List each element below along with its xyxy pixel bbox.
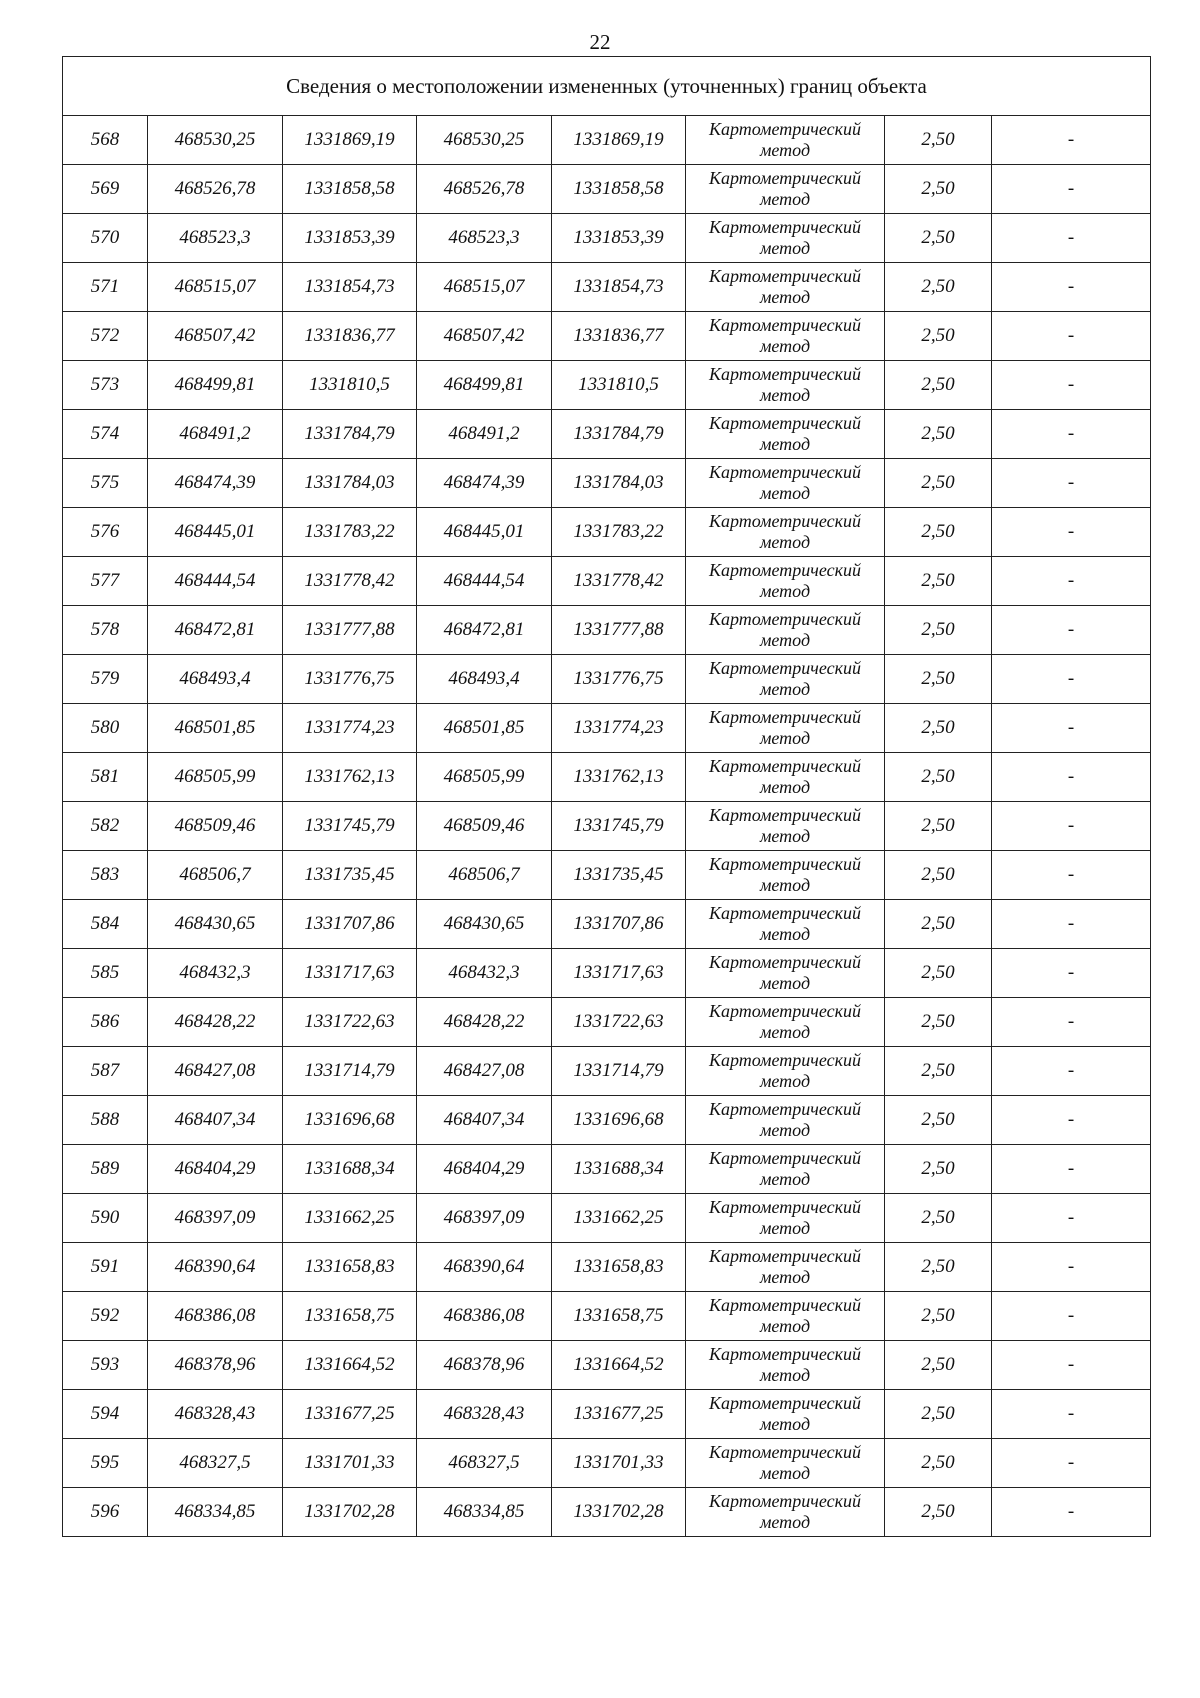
x-existing-cell: 468430,65 — [148, 900, 283, 949]
y-existing-cell: 1331717,63 — [283, 949, 417, 998]
description-cell: - — [992, 998, 1151, 1047]
x-existing-cell: 468526,78 — [148, 165, 283, 214]
y-refined-cell: 1331701,33 — [552, 1439, 686, 1488]
determination-method-cell: Картометрический метод — [686, 165, 885, 214]
y-refined-cell: 1331664,52 — [552, 1341, 686, 1390]
y-existing-cell: 1331784,79 — [283, 410, 417, 459]
table-row — [63, 312, 1151, 361]
accuracy-cell: 2,50 — [885, 1488, 992, 1537]
table-row — [63, 802, 1151, 851]
y-refined-cell: 1331777,88 — [552, 606, 686, 655]
x-refined-cell: 468506,7 — [417, 851, 552, 900]
description-cell: - — [992, 753, 1151, 802]
point-number-cell: 595 — [63, 1439, 148, 1488]
description-cell: - — [992, 1096, 1151, 1145]
table-row — [63, 1145, 1151, 1194]
accuracy-cell: 2,50 — [885, 312, 992, 361]
table-row — [63, 1341, 1151, 1390]
y-existing-cell: 1331722,63 — [283, 998, 417, 1047]
x-existing-cell: 468427,08 — [148, 1047, 283, 1096]
point-number-cell: 596 — [63, 1488, 148, 1537]
y-refined-cell: 1331658,75 — [552, 1292, 686, 1341]
table-row — [63, 214, 1151, 263]
accuracy-cell: 2,50 — [885, 459, 992, 508]
point-number-cell: 585 — [63, 949, 148, 998]
accuracy-cell: 2,50 — [885, 557, 992, 606]
x-existing-cell: 468334,85 — [148, 1488, 283, 1537]
x-existing-cell: 468501,85 — [148, 704, 283, 753]
accuracy-cell: 2,50 — [885, 1439, 992, 1488]
y-existing-cell: 1331776,75 — [283, 655, 417, 704]
description-cell: - — [992, 1243, 1151, 1292]
description-cell: - — [992, 851, 1151, 900]
determination-method-cell: Картометрический метод — [686, 459, 885, 508]
y-existing-cell: 1331836,77 — [283, 312, 417, 361]
x-existing-cell: 468509,46 — [148, 802, 283, 851]
table-row — [63, 1243, 1151, 1292]
determination-method-cell: Картометрический метод — [686, 851, 885, 900]
point-number-cell: 582 — [63, 802, 148, 851]
x-refined-cell: 468390,64 — [417, 1243, 552, 1292]
table-row — [63, 998, 1151, 1047]
y-refined-cell: 1331662,25 — [552, 1194, 686, 1243]
y-refined-cell: 1331778,42 — [552, 557, 686, 606]
y-refined-cell: 1331762,13 — [552, 753, 686, 802]
x-refined-cell: 468397,09 — [417, 1194, 552, 1243]
description-cell: - — [992, 214, 1151, 263]
table-row — [63, 1047, 1151, 1096]
x-existing-cell: 468327,5 — [148, 1439, 283, 1488]
accuracy-cell: 2,50 — [885, 753, 992, 802]
point-number-cell: 575 — [63, 459, 148, 508]
description-cell: - — [992, 606, 1151, 655]
description-cell: - — [992, 900, 1151, 949]
point-number-cell: 587 — [63, 1047, 148, 1096]
y-existing-cell: 1331810,5 — [283, 361, 417, 410]
y-refined-cell: 1331810,5 — [552, 361, 686, 410]
table-row — [63, 1194, 1151, 1243]
y-refined-cell: 1331784,03 — [552, 459, 686, 508]
accuracy-cell: 2,50 — [885, 1194, 992, 1243]
determination-method-cell: Картометрический метод — [686, 1096, 885, 1145]
point-number-cell: 572 — [63, 312, 148, 361]
x-existing-cell: 468505,99 — [148, 753, 283, 802]
y-refined-cell: 1331658,83 — [552, 1243, 686, 1292]
accuracy-cell: 2,50 — [885, 606, 992, 655]
table-row — [63, 753, 1151, 802]
x-refined-cell: 468491,2 — [417, 410, 552, 459]
x-existing-cell: 468445,01 — [148, 508, 283, 557]
determination-method-cell: Картометрический метод — [686, 263, 885, 312]
table-row — [63, 704, 1151, 753]
accuracy-cell: 2,50 — [885, 165, 992, 214]
x-existing-cell: 468515,07 — [148, 263, 283, 312]
table-row — [63, 116, 1151, 165]
accuracy-cell: 2,50 — [885, 900, 992, 949]
determination-method-cell: Картометрический метод — [686, 704, 885, 753]
y-existing-cell: 1331735,45 — [283, 851, 417, 900]
determination-method-cell: Картометрический метод — [686, 1488, 885, 1537]
point-number-cell: 578 — [63, 606, 148, 655]
y-existing-cell: 1331858,58 — [283, 165, 417, 214]
description-cell: - — [992, 949, 1151, 998]
point-number-cell: 577 — [63, 557, 148, 606]
point-number-cell: 586 — [63, 998, 148, 1047]
point-number-cell: 589 — [63, 1145, 148, 1194]
x-refined-cell: 468530,25 — [417, 116, 552, 165]
y-refined-cell: 1331722,63 — [552, 998, 686, 1047]
table-row — [63, 410, 1151, 459]
x-refined-cell: 468493,4 — [417, 655, 552, 704]
x-refined-cell: 468444,54 — [417, 557, 552, 606]
accuracy-cell: 2,50 — [885, 1047, 992, 1096]
table-row — [63, 508, 1151, 557]
table-row — [63, 459, 1151, 508]
x-refined-cell: 468445,01 — [417, 508, 552, 557]
y-existing-cell: 1331774,23 — [283, 704, 417, 753]
table-row — [63, 1292, 1151, 1341]
x-existing-cell: 468428,22 — [148, 998, 283, 1047]
description-cell: - — [992, 557, 1151, 606]
determination-method-cell: Картометрический метод — [686, 116, 885, 165]
table-caption-row — [63, 57, 1151, 116]
x-refined-cell: 468499,81 — [417, 361, 552, 410]
accuracy-cell: 2,50 — [885, 1243, 992, 1292]
table-row — [63, 165, 1151, 214]
y-refined-cell: 1331774,23 — [552, 704, 686, 753]
x-existing-cell: 468523,3 — [148, 214, 283, 263]
y-existing-cell: 1331784,03 — [283, 459, 417, 508]
table-row — [63, 606, 1151, 655]
accuracy-cell: 2,50 — [885, 704, 992, 753]
x-refined-cell: 468523,3 — [417, 214, 552, 263]
accuracy-cell: 2,50 — [885, 1145, 992, 1194]
y-refined-cell: 1331853,39 — [552, 214, 686, 263]
x-existing-cell: 468507,42 — [148, 312, 283, 361]
accuracy-cell: 2,50 — [885, 214, 992, 263]
table-body — [63, 116, 1151, 1537]
description-cell: - — [992, 1390, 1151, 1439]
y-refined-cell: 1331677,25 — [552, 1390, 686, 1439]
description-cell: - — [992, 263, 1151, 312]
point-number-cell: 583 — [63, 851, 148, 900]
x-refined-cell: 468327,5 — [417, 1439, 552, 1488]
determination-method-cell: Картометрический метод — [686, 900, 885, 949]
determination-method-cell: Картометрический метод — [686, 1439, 885, 1488]
x-refined-cell: 468386,08 — [417, 1292, 552, 1341]
x-existing-cell: 468474,39 — [148, 459, 283, 508]
point-number-cell: 568 — [63, 116, 148, 165]
y-existing-cell: 1331707,86 — [283, 900, 417, 949]
x-existing-cell: 468472,81 — [148, 606, 283, 655]
y-refined-cell: 1331688,34 — [552, 1145, 686, 1194]
description-cell: - — [992, 410, 1151, 459]
boundary-coordinates-table — [62, 56, 1151, 1537]
determination-method-cell: Картометрический метод — [686, 214, 885, 263]
x-refined-cell: 468407,34 — [417, 1096, 552, 1145]
accuracy-cell: 2,50 — [885, 1096, 992, 1145]
determination-method-cell: Картометрический метод — [686, 655, 885, 704]
x-existing-cell: 468407,34 — [148, 1096, 283, 1145]
x-existing-cell: 468491,2 — [148, 410, 283, 459]
accuracy-cell: 2,50 — [885, 508, 992, 557]
page-number: 22 — [589, 30, 611, 54]
point-number-cell: 570 — [63, 214, 148, 263]
accuracy-cell: 2,50 — [885, 851, 992, 900]
description-cell: - — [992, 1488, 1151, 1537]
determination-method-cell: Картометрический метод — [686, 1047, 885, 1096]
description-cell: - — [992, 1341, 1151, 1390]
y-refined-cell: 1331745,79 — [552, 802, 686, 851]
y-existing-cell: 1331777,88 — [283, 606, 417, 655]
x-refined-cell: 468509,46 — [417, 802, 552, 851]
determination-method-cell: Картометрический метод — [686, 1194, 885, 1243]
y-existing-cell: 1331853,39 — [283, 214, 417, 263]
determination-method-cell: Картометрический метод — [686, 508, 885, 557]
table-row — [63, 1488, 1151, 1537]
y-existing-cell: 1331677,25 — [283, 1390, 417, 1439]
y-existing-cell: 1331658,83 — [283, 1243, 417, 1292]
x-refined-cell: 468427,08 — [417, 1047, 552, 1096]
x-existing-cell: 468506,7 — [148, 851, 283, 900]
determination-method-cell: Картометрический метод — [686, 802, 885, 851]
table-row — [63, 1439, 1151, 1488]
x-refined-cell: 468428,22 — [417, 998, 552, 1047]
accuracy-cell: 2,50 — [885, 410, 992, 459]
x-existing-cell: 468378,96 — [148, 1341, 283, 1390]
y-existing-cell: 1331762,13 — [283, 753, 417, 802]
determination-method-cell: Картометрический метод — [686, 361, 885, 410]
y-existing-cell: 1331696,68 — [283, 1096, 417, 1145]
accuracy-cell: 2,50 — [885, 949, 992, 998]
y-refined-cell: 1331836,77 — [552, 312, 686, 361]
y-existing-cell: 1331714,79 — [283, 1047, 417, 1096]
table-row — [63, 1390, 1151, 1439]
accuracy-cell: 2,50 — [885, 1341, 992, 1390]
y-refined-cell: 1331854,73 — [552, 263, 686, 312]
table-row — [63, 900, 1151, 949]
point-number-cell: 588 — [63, 1096, 148, 1145]
x-refined-cell: 468501,85 — [417, 704, 552, 753]
y-refined-cell: 1331696,68 — [552, 1096, 686, 1145]
y-refined-cell: 1331858,58 — [552, 165, 686, 214]
x-existing-cell: 468499,81 — [148, 361, 283, 410]
determination-method-cell: Картометрический метод — [686, 410, 885, 459]
y-existing-cell: 1331658,75 — [283, 1292, 417, 1341]
accuracy-cell: 2,50 — [885, 1390, 992, 1439]
x-refined-cell: 468515,07 — [417, 263, 552, 312]
determination-method-cell: Картометрический метод — [686, 949, 885, 998]
x-refined-cell: 468507,42 — [417, 312, 552, 361]
determination-method-cell: Картометрический метод — [686, 753, 885, 802]
x-refined-cell: 468328,43 — [417, 1390, 552, 1439]
x-refined-cell: 468378,96 — [417, 1341, 552, 1390]
point-number-cell: 573 — [63, 361, 148, 410]
x-existing-cell: 468390,64 — [148, 1243, 283, 1292]
y-existing-cell: 1331869,19 — [283, 116, 417, 165]
x-existing-cell: 468444,54 — [148, 557, 283, 606]
description-cell: - — [992, 165, 1151, 214]
description-cell: - — [992, 508, 1151, 557]
description-cell: - — [992, 1145, 1151, 1194]
x-existing-cell: 468530,25 — [148, 116, 283, 165]
description-cell: - — [992, 1439, 1151, 1488]
description-cell: - — [992, 459, 1151, 508]
determination-method-cell: Картометрический метод — [686, 1145, 885, 1194]
y-refined-cell: 1331783,22 — [552, 508, 686, 557]
description-cell: - — [992, 704, 1151, 753]
table-row — [63, 557, 1151, 606]
x-refined-cell: 468334,85 — [417, 1488, 552, 1537]
determination-method-cell: Картометрический метод — [686, 606, 885, 655]
x-refined-cell: 468472,81 — [417, 606, 552, 655]
point-number-cell: 592 — [63, 1292, 148, 1341]
accuracy-cell: 2,50 — [885, 263, 992, 312]
x-existing-cell: 468328,43 — [148, 1390, 283, 1439]
table-row — [63, 263, 1151, 312]
accuracy-cell: 2,50 — [885, 116, 992, 165]
accuracy-cell: 2,50 — [885, 998, 992, 1047]
x-existing-cell: 468432,3 — [148, 949, 283, 998]
x-existing-cell: 468386,08 — [148, 1292, 283, 1341]
x-refined-cell: 468474,39 — [417, 459, 552, 508]
point-number-cell: 581 — [63, 753, 148, 802]
y-existing-cell: 1331702,28 — [283, 1488, 417, 1537]
table-row — [63, 1096, 1151, 1145]
y-refined-cell: 1331735,45 — [552, 851, 686, 900]
determination-method-cell: Картометрический метод — [686, 312, 885, 361]
x-refined-cell: 468505,99 — [417, 753, 552, 802]
y-existing-cell: 1331854,73 — [283, 263, 417, 312]
point-number-cell: 569 — [63, 165, 148, 214]
point-number-cell: 591 — [63, 1243, 148, 1292]
description-cell: - — [992, 361, 1151, 410]
point-number-cell: 579 — [63, 655, 148, 704]
x-refined-cell: 468430,65 — [417, 900, 552, 949]
accuracy-cell: 2,50 — [885, 1292, 992, 1341]
point-number-cell: 576 — [63, 508, 148, 557]
x-refined-cell: 468526,78 — [417, 165, 552, 214]
x-existing-cell: 468404,29 — [148, 1145, 283, 1194]
table-row — [63, 361, 1151, 410]
y-refined-cell: 1331784,79 — [552, 410, 686, 459]
point-number-cell: 574 — [63, 410, 148, 459]
table-row — [63, 851, 1151, 900]
determination-method-cell: Картометрический метод — [686, 1390, 885, 1439]
accuracy-cell: 2,50 — [885, 361, 992, 410]
accuracy-cell: 2,50 — [885, 802, 992, 851]
y-refined-cell: 1331702,28 — [552, 1488, 686, 1537]
description-cell: - — [992, 1292, 1151, 1341]
determination-method-cell: Картометрический метод — [686, 557, 885, 606]
point-number-cell: 584 — [63, 900, 148, 949]
description-cell: - — [992, 312, 1151, 361]
y-existing-cell: 1331664,52 — [283, 1341, 417, 1390]
description-cell: - — [992, 1194, 1151, 1243]
point-number-cell: 594 — [63, 1390, 148, 1439]
point-number-cell: 593 — [63, 1341, 148, 1390]
accuracy-cell: 2,50 — [885, 655, 992, 704]
point-number-cell: 580 — [63, 704, 148, 753]
table-caption: Сведения о местоположении измененных (уточненных) границ объекта — [63, 57, 1151, 116]
table-row — [63, 655, 1151, 704]
y-refined-cell: 1331714,79 — [552, 1047, 686, 1096]
determination-method-cell: Картометрический метод — [686, 1292, 885, 1341]
y-refined-cell: 1331717,63 — [552, 949, 686, 998]
y-refined-cell: 1331776,75 — [552, 655, 686, 704]
x-refined-cell: 468432,3 — [417, 949, 552, 998]
point-number-cell: 590 — [63, 1194, 148, 1243]
description-cell: - — [992, 1047, 1151, 1096]
description-cell: - — [992, 802, 1151, 851]
determination-method-cell: Картометрический метод — [686, 998, 885, 1047]
determination-method-cell: Картометрический метод — [686, 1243, 885, 1292]
description-cell: - — [992, 655, 1151, 704]
y-existing-cell: 1331745,79 — [283, 802, 417, 851]
y-existing-cell: 1331778,42 — [283, 557, 417, 606]
x-existing-cell: 468397,09 — [148, 1194, 283, 1243]
y-existing-cell: 1331701,33 — [283, 1439, 417, 1488]
y-existing-cell: 1331688,34 — [283, 1145, 417, 1194]
y-refined-cell: 1331707,86 — [552, 900, 686, 949]
determination-method-cell: Картометрический метод — [686, 1341, 885, 1390]
y-refined-cell: 1331869,19 — [552, 116, 686, 165]
y-existing-cell: 1331783,22 — [283, 508, 417, 557]
y-existing-cell: 1331662,25 — [283, 1194, 417, 1243]
point-number-cell: 571 — [63, 263, 148, 312]
description-cell: - — [992, 116, 1151, 165]
table-row — [63, 949, 1151, 998]
x-existing-cell: 468493,4 — [148, 655, 283, 704]
x-refined-cell: 468404,29 — [417, 1145, 552, 1194]
